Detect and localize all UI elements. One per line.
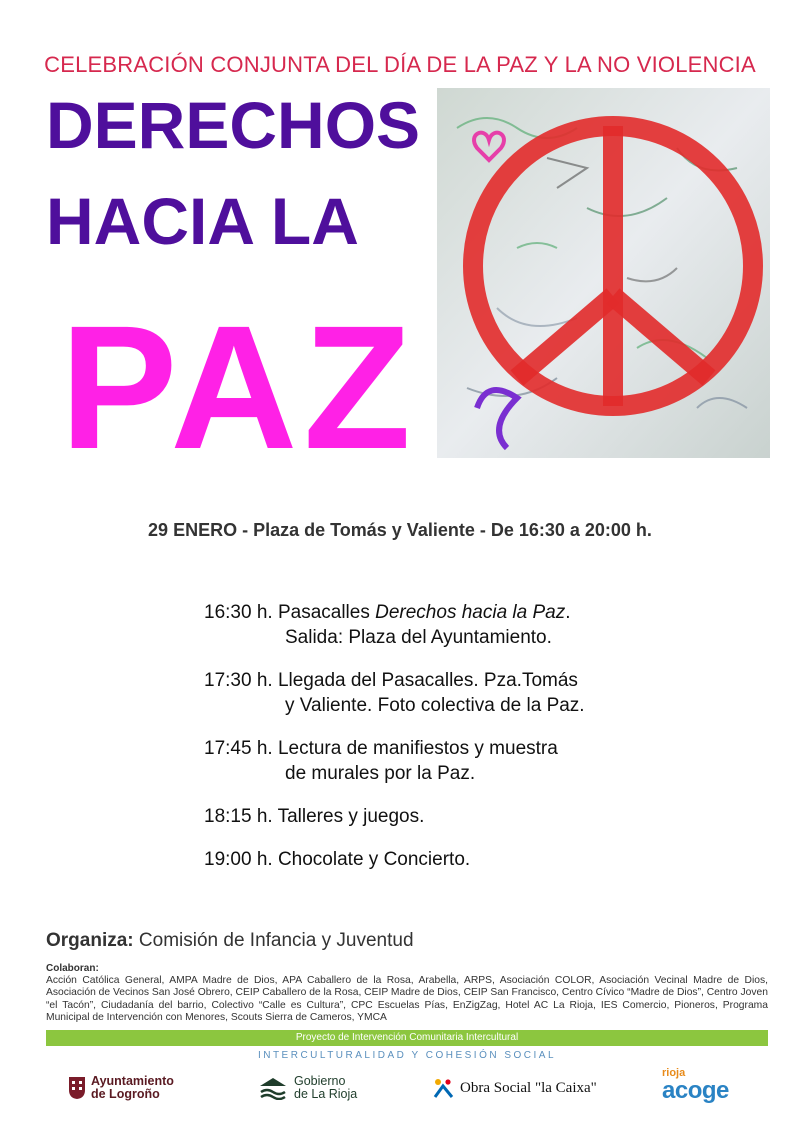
title-line-2: HACIA LA bbox=[46, 184, 359, 258]
schedule-text: Lectura de manifiestos y muestra bbox=[277, 738, 558, 759]
gob-line1: Gobierno bbox=[294, 1074, 346, 1088]
rioja-small-text: rioja bbox=[662, 1067, 686, 1079]
project-tagline: INTERCULTURALIDAD Y COHESIÓN SOCIAL bbox=[257, 1050, 557, 1061]
logo-gobierno-la-rioja bbox=[258, 1068, 357, 1108]
schedule-time: 17:30 h. bbox=[204, 670, 273, 691]
gob-line2: de La Rioja bbox=[294, 1087, 358, 1101]
collaborators-list: Acción Católica General, AMPA Madre de Dios, APA Caballero de la Rosa, Arabella, ARPS, Asociación COLOR, Asociación Vecinal Madre de Dios, Asociación de Vecinos San José Obrero, CEIP Caballero de la Rosa, CEIP Madre de Dios, CEIP San Francisco, Centro Cívico “Madre de Dios”, Centro Joven “el Tacón”, Ciudadanía del barrio, Colectivo “Calle es Cultura”, CPC Escuelas Pías, EnZigZag, Hotel AC La Rioja, IES Comercio, Pioneros, Programa Municipal de Intervención con Menores, Scouts Sierra de Cameros, YMCA bbox=[46, 975, 768, 1023]
schedule-text: Llegada del Pasacalles. Pza.Tomás bbox=[277, 670, 578, 691]
organizer-value: Comisión de Infancia y Juventud bbox=[138, 930, 414, 951]
logo-obra-social-la-caixa bbox=[432, 1068, 597, 1108]
peace-sign-graffiti-image bbox=[437, 88, 770, 458]
schedule-text-end: . bbox=[565, 602, 571, 623]
schedule-text: Pasacalles bbox=[277, 602, 376, 623]
acoge-text: acoge bbox=[662, 1077, 729, 1104]
logo-rioja-acoge bbox=[662, 1068, 729, 1108]
schedule-text-line2: Salida: Plaza del Ayuntamiento. bbox=[285, 627, 552, 648]
event-subtitle: CELEBRACIÓN CONJUNTA DEL DÍA DE LA PAZ Y LA NO VIOLENCIA bbox=[44, 52, 756, 77]
project-banner: Proyecto de Intervención Comunitaria Intercultural bbox=[46, 1030, 768, 1046]
title-line-1: DERECHOS bbox=[46, 88, 421, 162]
logo-ayuntamiento-logrono bbox=[68, 1068, 174, 1108]
schedule-item bbox=[204, 804, 644, 829]
schedule-time: 18:15 h. bbox=[204, 806, 273, 827]
schedule-text-line2: y Valiente. Foto colectiva de la Paz. bbox=[285, 695, 585, 716]
schedule-time: 17:45 h. bbox=[204, 738, 273, 759]
schedule-list bbox=[204, 600, 644, 890]
schedule-item bbox=[204, 736, 644, 786]
schedule-text: Talleres y juegos. bbox=[277, 806, 425, 827]
schedule-item bbox=[204, 847, 644, 872]
ayto-line1: Ayuntamiento bbox=[91, 1074, 174, 1088]
gobierno-emblem-icon bbox=[258, 1076, 288, 1100]
organizer-label: Organiza: bbox=[46, 930, 134, 951]
schedule-text: Chocolate y Concierto. bbox=[277, 849, 471, 870]
schedule-item bbox=[204, 600, 644, 650]
schedule-text-line2: de murales por la Paz. bbox=[285, 763, 476, 784]
schedule-time: 19:00 h. bbox=[204, 849, 273, 870]
caixa-text: Obra Social "la Caixa" bbox=[460, 1079, 597, 1096]
collaborators-label: Colaboran: bbox=[46, 963, 99, 974]
title-paz: PAZ bbox=[60, 290, 417, 486]
city-shield-icon bbox=[68, 1076, 86, 1100]
schedule-item bbox=[204, 668, 644, 718]
organizer bbox=[46, 930, 414, 952]
event-details: 29 ENERO - Plaza de Tomás y Valiente - De 16:30 a 20:00 h. bbox=[148, 520, 652, 540]
schedule-text-italic: Derechos hacia la Paz bbox=[375, 602, 566, 623]
ayto-line2: de Logroño bbox=[91, 1087, 160, 1101]
schedule-time: 16:30 h. bbox=[204, 602, 273, 623]
caixa-star-icon bbox=[432, 1077, 456, 1099]
